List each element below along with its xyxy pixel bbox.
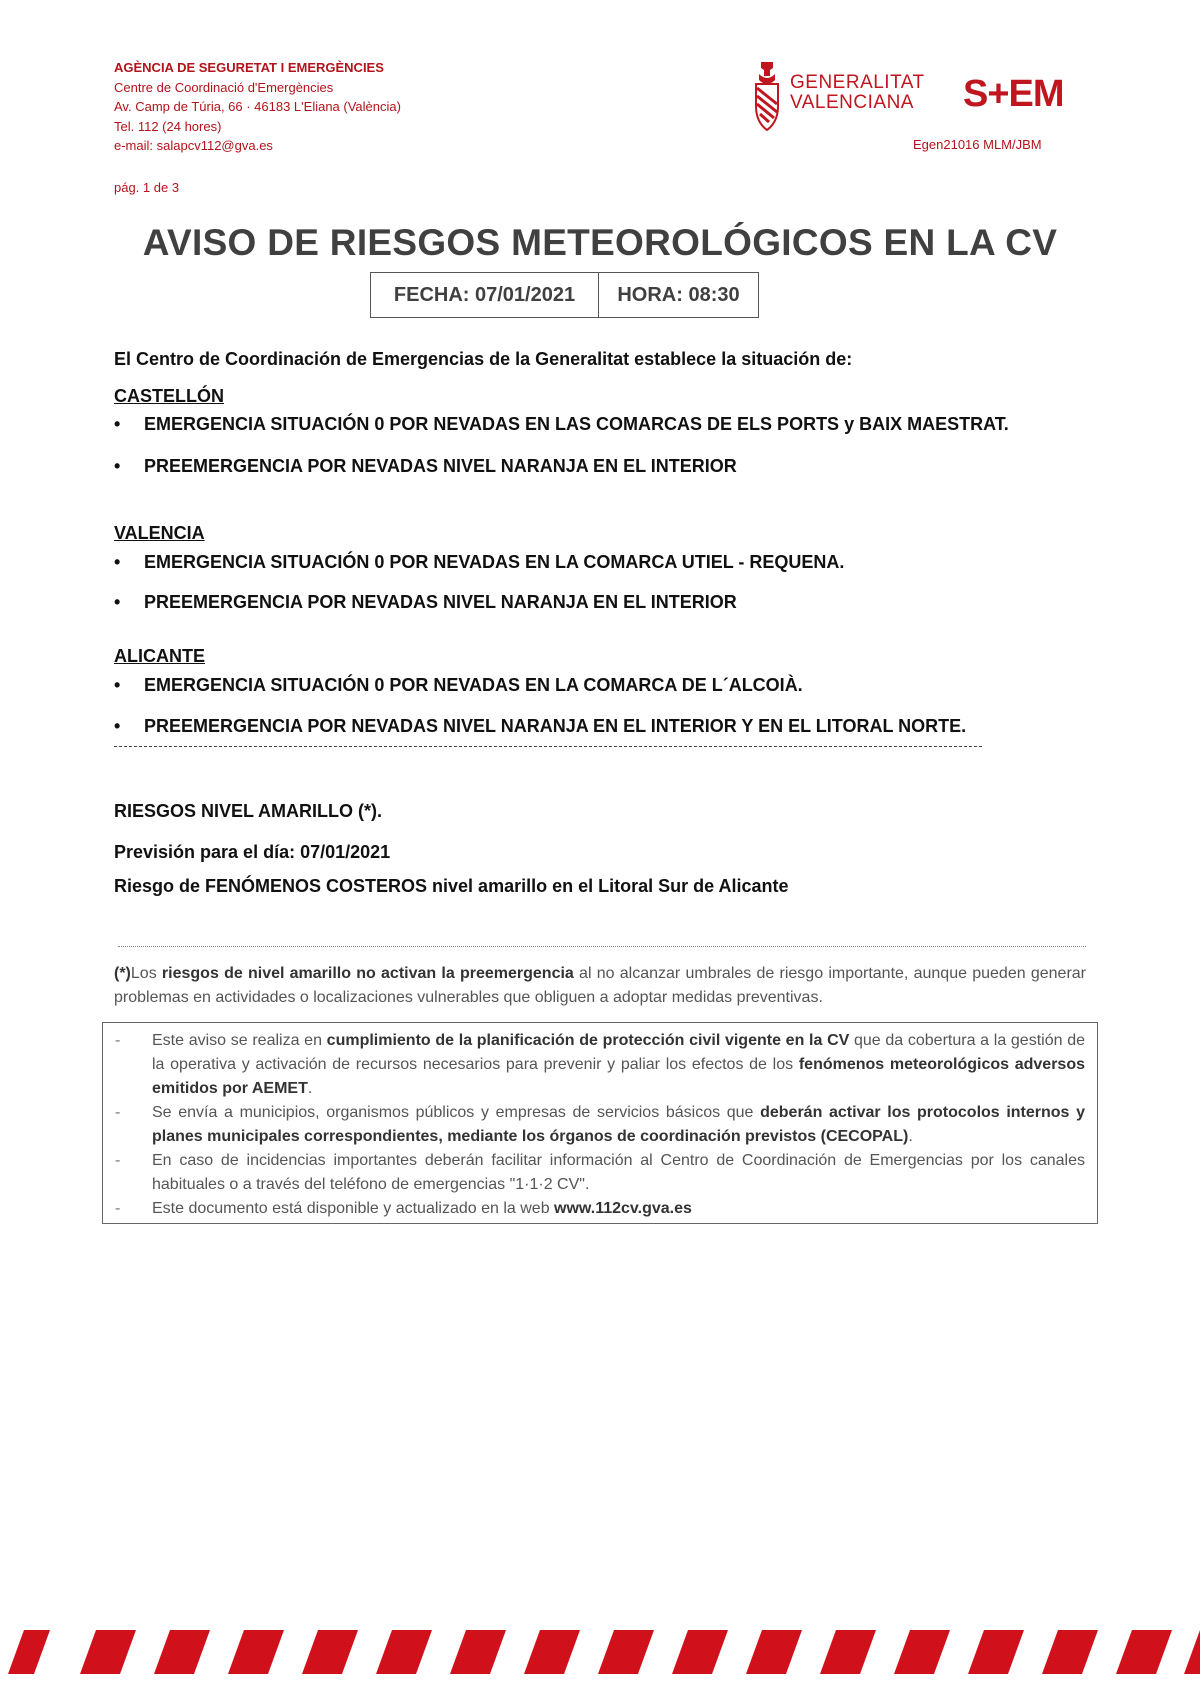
bullet-icon: • (114, 552, 121, 572)
info-bold: deberán activar los protocolos internos y planes municipales correspondientes, mediante los órganos de coordinación previstos (CECOPAL) (152, 1104, 1086, 1145)
province-heading-alicante: ALICANTE (114, 646, 205, 666)
info-item (115, 1149, 1085, 1197)
info-text: Se envía a municipios, organismos públicos y empresas de servicios básicos que (152, 1104, 761, 1121)
info-text: Este documento está disponible y actualizado en la web (152, 1200, 555, 1217)
decorative-stripes (0, 1630, 1200, 1674)
dash-marker: - (115, 1152, 121, 1169)
province-heading-castellon: CASTELLÓN (114, 386, 224, 406)
center-name: Centre de Coordinació d'Emergències (114, 79, 334, 95)
agency-phone: Tel. 112 (24 hores) (114, 118, 222, 134)
forecast-date: Previsión para el día: 07/01/2021 (114, 842, 391, 862)
document-reference: Egen21016 MLM/JBM (913, 137, 1042, 152)
page-number: pág. 1 de 3 (114, 180, 180, 195)
footnote-bold: riesgos de nivel amarillo no activan la preemergencia (161, 965, 574, 982)
dashed-divider (114, 746, 982, 747)
footnote-marker: (*) (114, 965, 131, 982)
list-item-text: PREEMERGENCIA POR NEVADAS NIVEL NARANJA EN EL INTERIOR (144, 592, 737, 612)
list-item-text: EMERGENCIA SITUACIÓN 0 POR NEVADAS EN LA COMARCA UTIEL - REQUENA. (144, 552, 845, 572)
info-item (115, 1101, 1085, 1149)
date-box (370, 272, 759, 318)
info-text: . (908, 1128, 913, 1145)
list-item-text: PREEMERGENCIA POR NEVADAS NIVEL NARANJA EN EL INTERIOR Y EN EL LITORAL NORTE. (144, 716, 967, 736)
list-item-text: PREEMERGENCIA POR NEVADAS NIVEL NARANJA EN EL INTERIOR (144, 456, 737, 476)
time-field: HORA: 08:30 (617, 283, 740, 306)
generalitat-shield-icon (752, 60, 782, 132)
footnote-post: al no alcanzar umbrales de riesgo importante, aunque pueden generar problemas en actividades o localizaciones vulnerables que obliguen a adoptar medidas preventivas. (114, 965, 1086, 1006)
footnote-pre: Los (130, 965, 162, 982)
generalitat-logo-text (790, 73, 925, 113)
yellow-heading: RIESGOS NIVEL AMARILLO (*). (114, 801, 383, 821)
logo-gv-line1: GENERALITAT (790, 72, 925, 93)
footnote (114, 962, 1086, 1010)
dash-marker: - (115, 1032, 121, 1049)
page-title: AVISO DE RIESGOS METEOROLÓGICOS EN LA CV (142, 222, 1058, 263)
list-item (114, 414, 1009, 435)
dash-marker: - (115, 1104, 121, 1121)
info-text: que da cobertura a la gestión de la operativa y activación de recursos necesarios para prevenir y paliar los efectos de los (152, 1032, 1085, 1073)
info-item (115, 1197, 1085, 1221)
agency-name: AGÈNCIA DE SEGURETAT I EMERGÈNCIES (114, 60, 384, 75)
logo-gv-line2: VALENCIANA (790, 92, 914, 113)
info-bold: cumplimiento de la planificación de protección civil vigente en la CV (326, 1032, 850, 1049)
bullet-icon: • (114, 675, 121, 695)
list-item (114, 675, 803, 696)
date-field: FECHA: 07/01/2021 (371, 273, 599, 317)
info-item (115, 1029, 1085, 1101)
info-text: En caso de incidencias importantes deberán facilitar información al Centro de Coordinación de Emergencias por los canales habituales o a través del teléfono de emergencias "1·1·2 CV". (152, 1152, 1085, 1193)
sem-logo: S+EM (963, 73, 1064, 115)
info-text: Este aviso se realiza en (152, 1032, 327, 1049)
website-link: www.112cv.gva.es (554, 1200, 692, 1217)
header-logos (752, 60, 1082, 130)
dotted-divider (118, 946, 1086, 947)
dash-marker: - (115, 1200, 121, 1217)
list-item (114, 592, 737, 613)
info-text: . (307, 1080, 313, 1097)
list-item (114, 552, 844, 573)
list-item (114, 456, 737, 477)
agency-email: e-mail: salapcv112@gva.es (114, 138, 273, 153)
info-bold: fenómenos meteorológicos adversos emitidos por AEMET (152, 1056, 1086, 1097)
agency-block (114, 58, 401, 156)
info-box (102, 1022, 1098, 1224)
province-heading-valencia: VALENCIA (114, 523, 205, 543)
list-item-text: EMERGENCIA SITUACIÓN 0 POR NEVADAS EN LAS COMARCAS DE ELS PORTS y BAIX MAESTRAT. (144, 414, 1009, 434)
intro-text: El Centro de Coordinación de Emergencias de la Generalitat establece la situación de: (114, 349, 853, 369)
list-item-text: EMERGENCIA SITUACIÓN 0 POR NEVADAS EN LA COMARCA DE L´ALCOIÀ. (144, 675, 803, 695)
list-item (114, 716, 966, 737)
bullet-icon: • (114, 592, 121, 612)
bullet-icon: • (114, 456, 121, 476)
agency-address: Av. Camp de Túria, 66 · 46183 L'Eliana (València) (114, 99, 401, 114)
bullet-icon: • (114, 716, 121, 736)
stripe-group (8, 1630, 1200, 1674)
yellow-risk: Riesgo de FENÓMENOS COSTEROS nivel amarillo en el Litoral Sur de Alicante (114, 876, 789, 896)
bullet-icon: • (114, 414, 121, 434)
